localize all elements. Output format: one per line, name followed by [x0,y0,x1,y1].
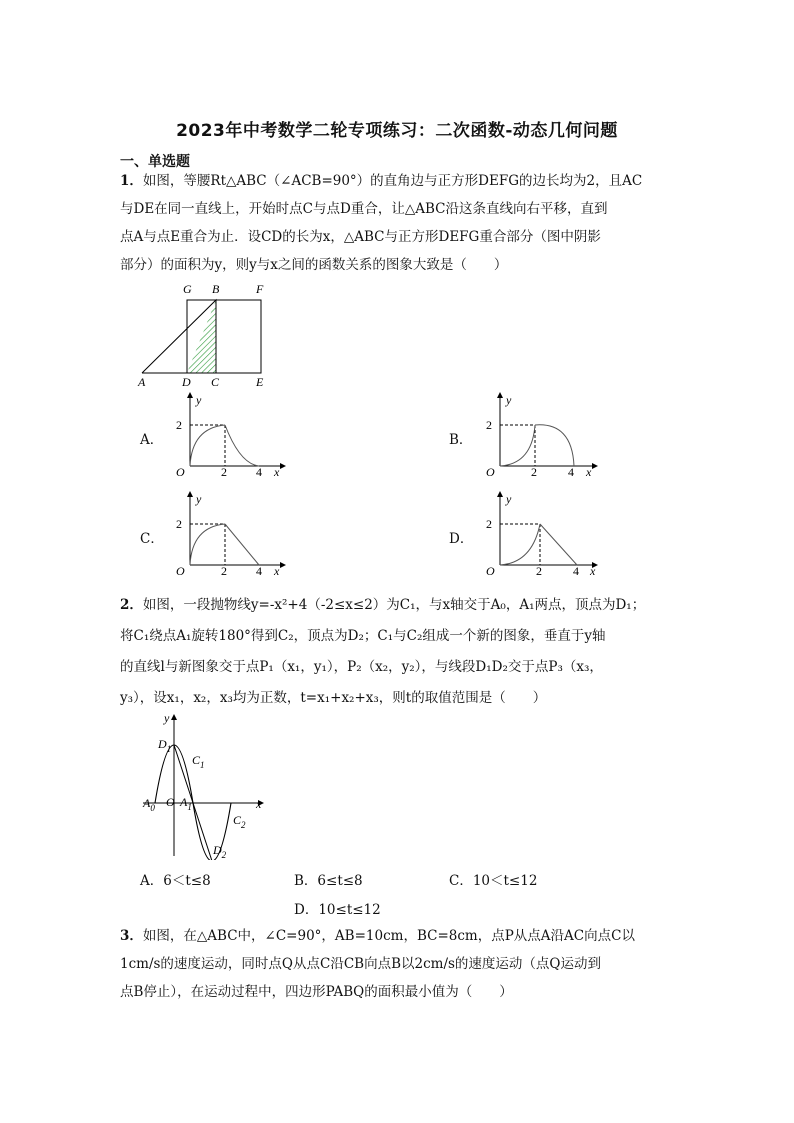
section-heading: 一、单选题 [120,154,190,170]
page-title: 2023年中考数学二轮专项练习：二次函数-动态几何问题 [176,121,618,141]
q2-line-3: 的直线l与新图象交于点P₁（x₁，y₁），P₂（x₂，y₂），与线段D₁D₂交于点P₃（x₃， [120,659,603,675]
label-d: D [182,375,191,389]
svg-text:O: O [176,564,185,575]
shaded-overlap [187,300,216,373]
svg-text:4: 4 [568,465,574,476]
q3-line-1: 3．如图，在△ABC中，∠C=90°，AB=10cm，BC=8cm，点P从点A沿AC向点C以 [120,928,635,944]
svg-text:x: x [274,564,280,575]
svg-text:A1: $A_1$ [180,795,192,812]
svg-text:2: 2 [536,564,542,575]
q1-option-b-graph[interactable] [478,392,602,476]
label-g: G [183,282,192,296]
q1-option-b-letter[interactable]: B． [449,432,473,448]
q1-option-d-graph[interactable] [478,491,602,575]
svg-text:4: 4 [256,564,262,575]
svg-text:D1: $D_1$ [158,737,172,754]
svg-text:2: 2 [221,465,227,476]
svg-text:2: 2 [531,465,537,476]
svg-text:x: x [586,465,592,476]
svg-text:C1: $C_1$ [192,753,205,770]
q2-option-b[interactable]: B．6≤t≤8 [294,873,363,889]
q2-line-2: 将C₁绕点A₁旋转180°得到C₂，顶点为D₂；C₁与C₂组成一个新的图象，垂直于y轴 [120,628,606,644]
svg-text:D2: $D_2$ [213,843,227,860]
label-e: E [256,375,264,389]
svg-text:x: x [590,564,596,575]
svg-text:4: 4 [573,564,579,575]
svg-text:2: 2 [176,418,182,432]
q1-option-c-graph[interactable] [168,491,288,575]
svg-text:O: O [166,795,175,809]
svg-text:y: y [196,393,202,407]
svg-text:O: O [176,465,185,476]
svg-text:y: y [164,711,170,725]
q2-option-a[interactable]: A．6＜t≤8 [140,873,211,889]
svg-text:C2: $C_2$ [233,813,246,830]
svg-text:2: 2 [486,517,492,531]
q1-number: 1． [120,173,143,189]
q1-line-4: 部分）的面积为y，则y与x之间的函数关系的图象大致是（ ） [120,257,508,273]
svg-text:2: 2 [221,564,227,575]
label-c: C [211,375,220,389]
q3-line-2: 1cm/s的速度运动，同时点Q从点C沿CB向点B以2cm/s的速度运动（点Q运动到 [120,956,601,972]
q3-number: 3． [120,928,143,944]
svg-text:4: 4 [256,465,262,476]
label-b: B [212,282,220,296]
svg-text:y: y [506,393,512,407]
svg-text:y: y [196,492,202,506]
q3-line-3: 点B停止），在运动过程中，四边形PABQ的面积最小值为（ ） [120,984,513,1000]
q1-option-d-letter[interactable]: D． [449,531,474,547]
q1-figure [130,280,280,390]
q2-option-c[interactable]: C．10＜t≤12 [449,873,538,889]
q2-option-d[interactable]: D．10≤t≤12 [294,902,381,918]
q1-option-c-letter[interactable]: C． [140,531,164,547]
label-f: F [256,282,264,296]
label-a: A [138,375,146,389]
q1-option-a-graph[interactable] [168,392,288,476]
q1-line-3: 点A与点E重合为止．设CD的长为x，△ABC与正方形DEFG重合部分（图中阴影 [120,229,601,245]
svg-text:x: x [274,465,280,476]
q2-line-1: 2．如图，一段抛物线y=-x²+4（-2≤x≤2）为C₁，与x轴交于A₀，A₁两点，顶点为D₁； [120,597,646,613]
q1-line-1: 1．如图，等腰Rt△ABC（∠ACB=90°）的直角边与正方形DEFG的边长均为2，且AC [120,173,643,189]
svg-text:O: O [486,465,495,476]
svg-text:A0: $A_0$ [143,796,155,813]
svg-text:x: x [256,797,262,811]
svg-text:O: O [486,564,495,575]
svg-text:y: y [506,492,512,506]
q2-figure [138,710,268,860]
q2-number: 2． [120,597,143,613]
q1-option-a-letter[interactable]: A． [140,432,164,448]
svg-text:2: 2 [176,517,182,531]
q2-line-4: y₃），设x₁，x₂，x₃均为正数，t=x₁+x₂+x₃，则t的取值范围是（ ） [120,690,547,706]
svg-text:2: 2 [486,418,492,432]
q1-line-2: 与DE在同一直线上，开始时点C与点D重合，让△ABC沿这条直线向右平移，直到 [120,201,608,217]
